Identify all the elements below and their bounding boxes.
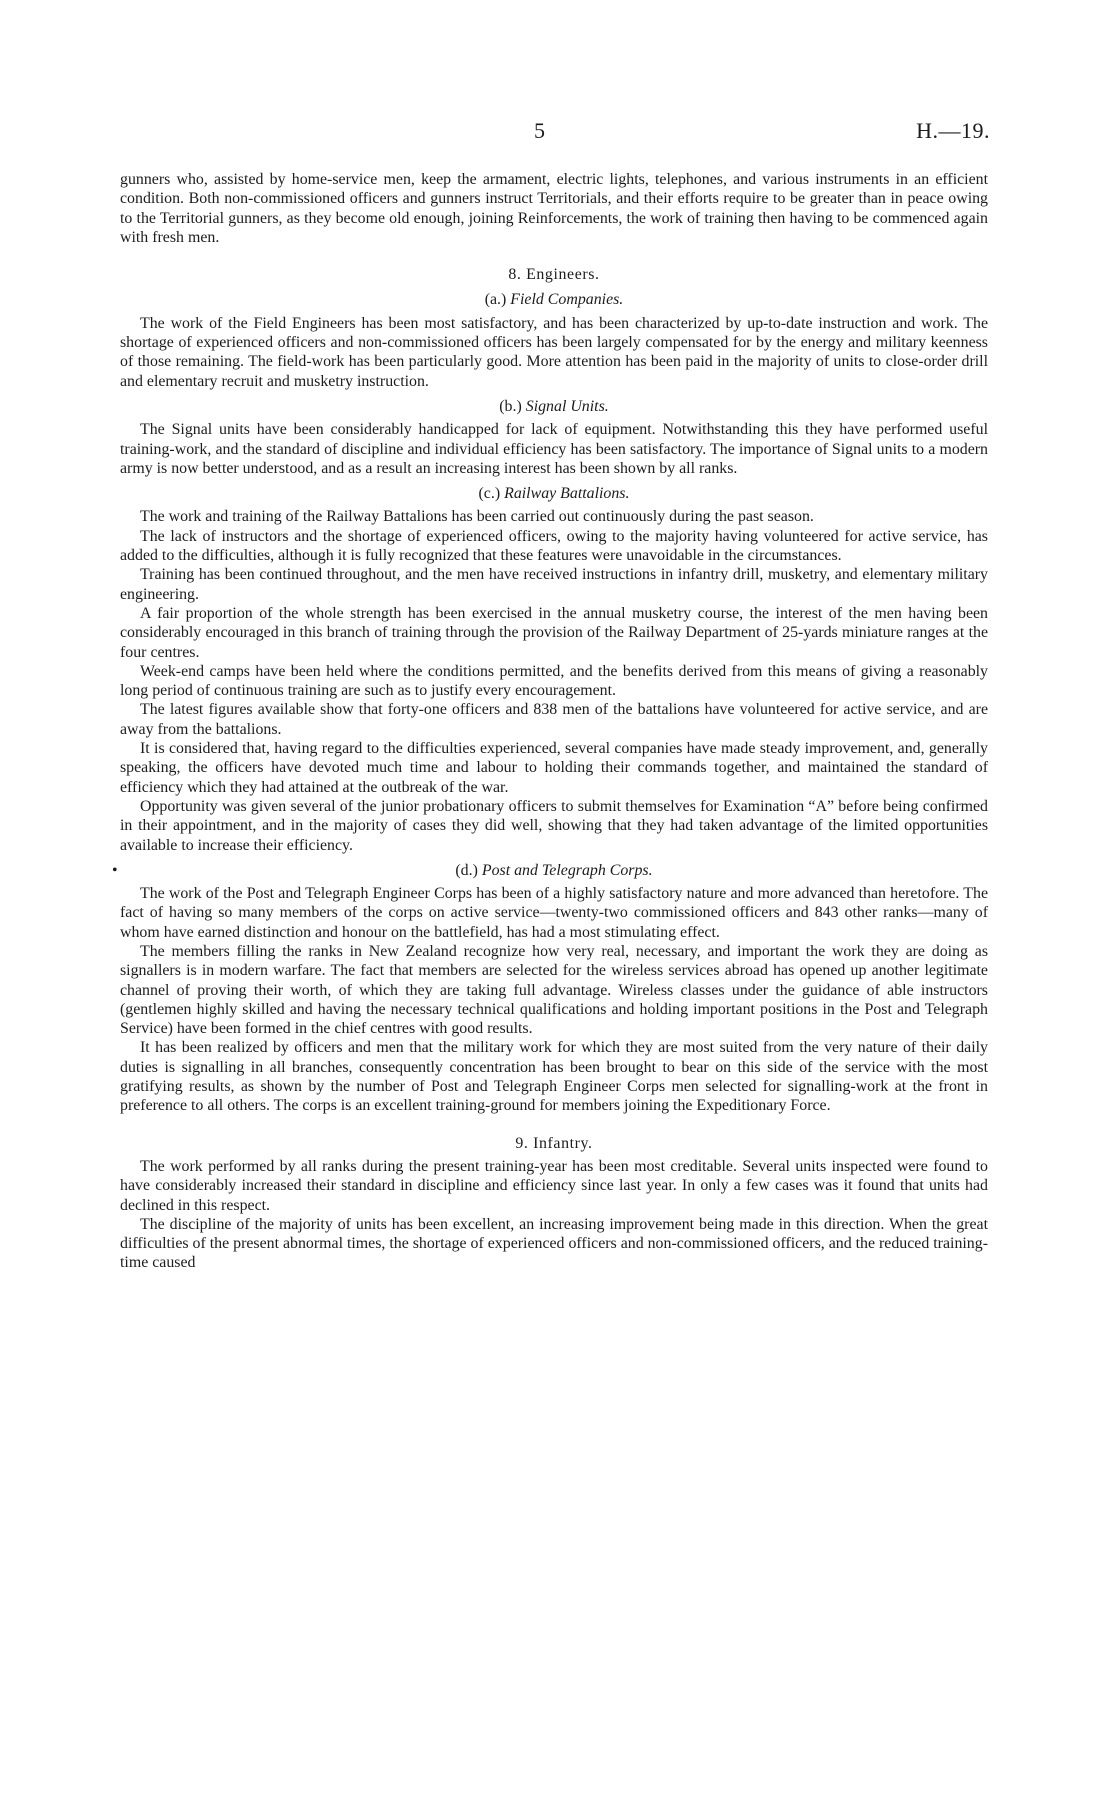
subheading-letter: (b.) [499, 397, 522, 415]
paragraph: The work performed by all ranks during the present training-year has been most creditable. Several units inspected were found to have considerably increased their standard in discipline and efficiency since last year. In only a few cases was it found that units had declined in this respect. [120, 1157, 988, 1214]
page-header [0, 118, 1114, 148]
paragraph: The discipline of the majority of units has been excellent, an increasing improvement being made in this direction. When the great difficulties of the present abnormal times, the shortage of experienced officers and non-commissioned officers, and the reduced training-time caused [120, 1215, 988, 1272]
subheading-railway-battalions [120, 484, 988, 503]
paragraph: The members filling the ranks in New Zealand recognize how very real, necessary, and important the work they are doing as signallers is in modern warfare. The fact that members are selected for the wireless services abroad has opened up another legitimate channel of proving their worth, of which they are taking full advantage. Wireless classes under the guidance of able instructors (gentlemen highly skilled and having the necessary technical qualifications and holding important positions in the Post and Telegraph Service) have been formed in the chief centres with good results. [120, 942, 988, 1038]
subheading-letter: (a.) [484, 291, 507, 309]
subheading-field-companies [120, 290, 988, 309]
paragraph: gunners who, assisted by home-service men, keep the armament, electric lights, telephones, and various instruments in an efficient condition. Both non-commissioned officers and gunners instruct Territorials, and their efforts require to be greater than in peace owing to the Territorial gunners, as they become old enough, joining Reinforcements, the work of training then having to be commenced again with fresh men. [120, 171, 988, 246]
subheading-letter: (d.) [455, 861, 478, 879]
paragraph: It is considered that, having regard to the difficulties experienced, several companies have made steady improvement, and, generally speaking, the officers have devoted much time and labour to holding their commands together, and maintained the standard of efficiency which they had attained at the outbreak of the war. [120, 740, 988, 796]
paragraph: The Signal units have been considerably handicapped for lack of equipment. Notwithstanding this they have performed useful training-work, and the standard of discipline and individual efficiency has been satisfactory. The importance of Signal units to a modern army is now better understood, and as a result an increasing interest has been shown by all ranks. [120, 421, 988, 477]
paragraph: The latest figures available show that forty-one officers and 838 men of the battalions have volunteered for active service, and are away from the battalions. [120, 701, 988, 738]
page-body [112, 170, 988, 1273]
subheading-post-telegraph [112, 861, 988, 880]
subheading-title: Post and Telegraph Corps. [481, 861, 653, 879]
section-heading-infantry: 9. Infantry. [515, 1134, 593, 1152]
subheading-title: Field Companies. [510, 291, 624, 309]
paragraph: It has been realized by officers and men that the military work for which they are most suited from the very nature of their daily duties is signalling in all branches, consequently concentration has been brought to bear on this side of the service with the most gratifying results, as shown by the number of Post and Telegraph Engineer Corps men selected for signalling-work at the front in preference to all others. The corps is an excellent training-ground for members joining the Expeditionary Force. [120, 1039, 988, 1115]
paragraph: Training has been continued throughout, and the men have received instructions in infantry drill, musketry, and elementary military engineering. [120, 566, 988, 603]
document-reference: H.—19. [916, 118, 990, 143]
paragraph: The work of the Post and Telegraph Engineer Corps has been of a highly satisfactory nature and more advanced than heretofore. The fact of having so many members of the corps on active service—twenty-two commissioned officers and 843 other ranks—many of whom have earned distinction and honour on the battlefield, has had a most stimulating effect. [120, 885, 988, 941]
page-number: 5 [534, 118, 545, 143]
subheading-letter: (c.) [478, 485, 501, 503]
paragraph: A fair proportion of the whole strength has been exercised in the annual musketry course, the interest of the men having been considerably encouraged in this branch of training through the provision of the Railway Department of 25-yards miniature ranges at the four centres. [120, 604, 988, 661]
section-heading-engineers: 8. Engineers. [508, 266, 600, 284]
paragraph: Week-end camps have been held where the conditions permitted, and the benefits derived from this means of giving a reasonably long period of continuous training are such as to justify every encouragement. [120, 662, 988, 700]
paragraph: The lack of instructors and the shortage of experienced officers, owing to the majority having volunteered for active service, has added to the difficulties, although it is fully recognized that these features were unavoidable in the circumstances. [120, 527, 988, 565]
paragraph: Opportunity was given several of the junior probationary officers to submit themselves for Examination “A” before being confirmed in their appointment, and in the majority of cases they did well, showing that they had taken advantage of the limited opportunities available to increase their efficiency. [120, 797, 988, 854]
paragraph: The work of the Field Engineers has been most satisfactory, and has been characterized by up-to-date instruction and work. The shortage of experienced officers and non-commissioned officers has been largely compensated for by the energy and military keenness of those remaining. The field-work has been particularly good. More attention has been paid in the majority of units to close-order drill and elementary recruit and musketry instruction. [120, 314, 988, 390]
subheading-signal-units [120, 397, 988, 416]
paragraph: The work and training of the Railway Battalions has been carried out continuously during the past season. [140, 508, 814, 526]
subheading-title: Signal Units. [525, 397, 609, 415]
subheading-title: Railway Battalions. [504, 485, 630, 503]
margin-mark: • [112, 861, 118, 879]
